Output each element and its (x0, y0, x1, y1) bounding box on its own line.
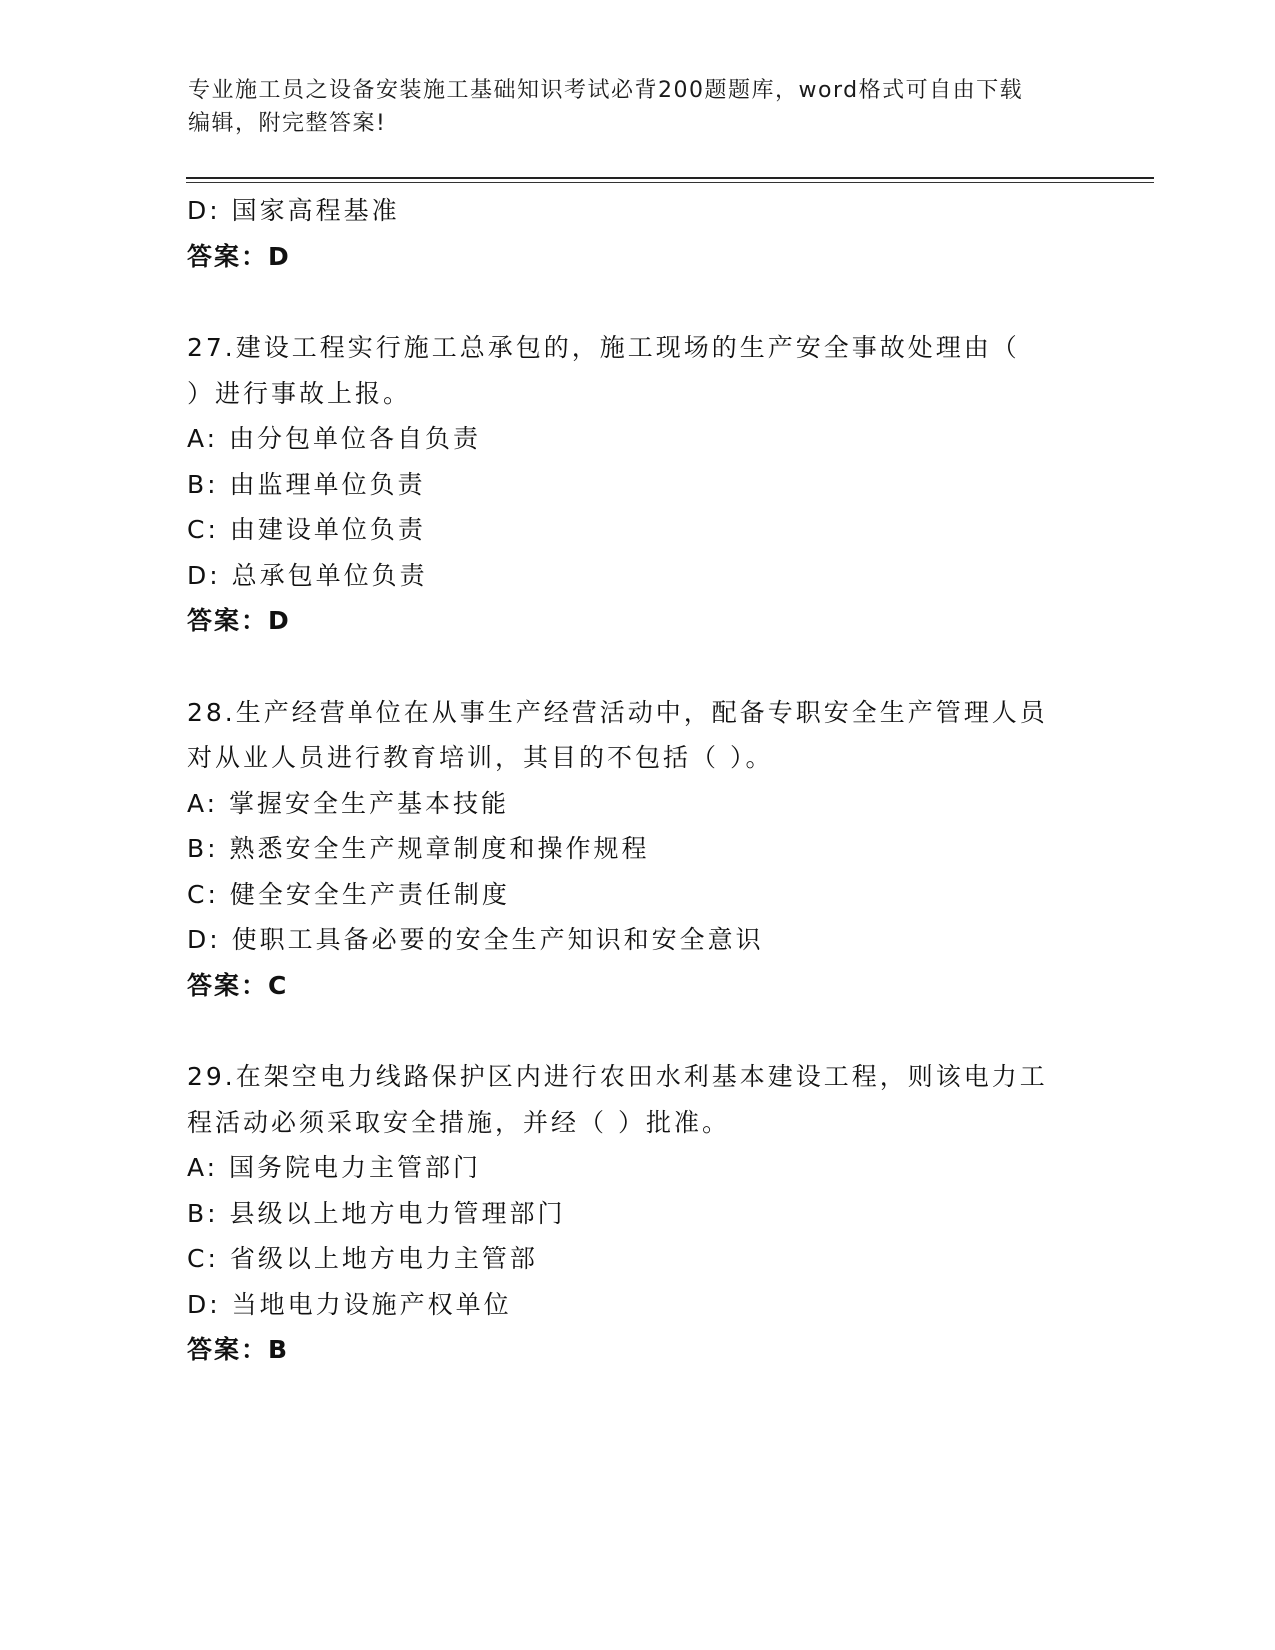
option-a: A: 由分包单位各自负责 (187, 424, 482, 453)
question-stem-line-1: 29.在架空电力线路保护区内进行农田水利基本建设工程，则该电力工 (187, 1062, 1048, 1091)
spacer (187, 279, 1087, 325)
question-29 (187, 1054, 1087, 1373)
question-stem-line-2: 对从业人员进行教育培训，其目的不包括（ ）。 (187, 743, 774, 772)
answer-label: 答案：B (187, 1335, 290, 1364)
document-header (188, 74, 1068, 140)
answer-label: 答案：C (187, 970, 289, 1000)
spacer (187, 1008, 1087, 1054)
option-c: C: 健全安全生产责任制度 (187, 879, 510, 909)
option-d: D: 国家高程基准 (187, 196, 400, 225)
option-b: B: 熟悉安全生产规章制度和操作规程 (187, 834, 650, 863)
question-28 (187, 690, 1087, 1009)
question-stem-line-2: ）进行事故上报。 (187, 378, 412, 408)
option-d: D: 总承包单位负责 (187, 560, 428, 590)
previous-question-tail (187, 188, 1087, 279)
option-b: B: 由监理单位负责 (187, 469, 426, 499)
answer-label: 答案：D (187, 241, 291, 271)
header-divider-thin (186, 182, 1154, 183)
question-list (187, 188, 1087, 1373)
option-d: D: 当地电力设施产权单位 (187, 1289, 512, 1319)
header-title-line-1: 专业施工员之设备安装施工基础知识考试必背200题题库，word格式可自由下载 (188, 78, 1024, 103)
option-c: C: 省级以上地方电力主管部 (187, 1244, 538, 1273)
option-d: D: 使职工具备必要的安全生产知识和安全意识 (187, 925, 764, 954)
question-stem-line-1: 27.建设工程实行施工总承包的，施工现场的生产安全事故处理由（ (187, 333, 1020, 362)
option-a: A: 国务院电力主管部门 (187, 1153, 482, 1182)
header-divider-thick (186, 177, 1154, 179)
option-a: A: 掌握安全生产基本技能 (187, 788, 510, 818)
option-b: B: 县级以上地方电力管理部门 (187, 1198, 566, 1228)
question-stem-line-1: 28.生产经营单位在从事生产经营活动中，配备专职安全生产管理人员 (187, 697, 1048, 727)
option-c: C: 由建设单位负责 (187, 515, 426, 544)
answer-label: 答案：D (187, 606, 291, 635)
spacer (187, 644, 1087, 690)
question-27 (187, 325, 1087, 644)
header-title-line-2: 编辑，附完整答案! (188, 111, 387, 136)
question-stem-line-2: 程活动必须采取安全措施，并经（ ）批准。 (187, 1107, 730, 1137)
